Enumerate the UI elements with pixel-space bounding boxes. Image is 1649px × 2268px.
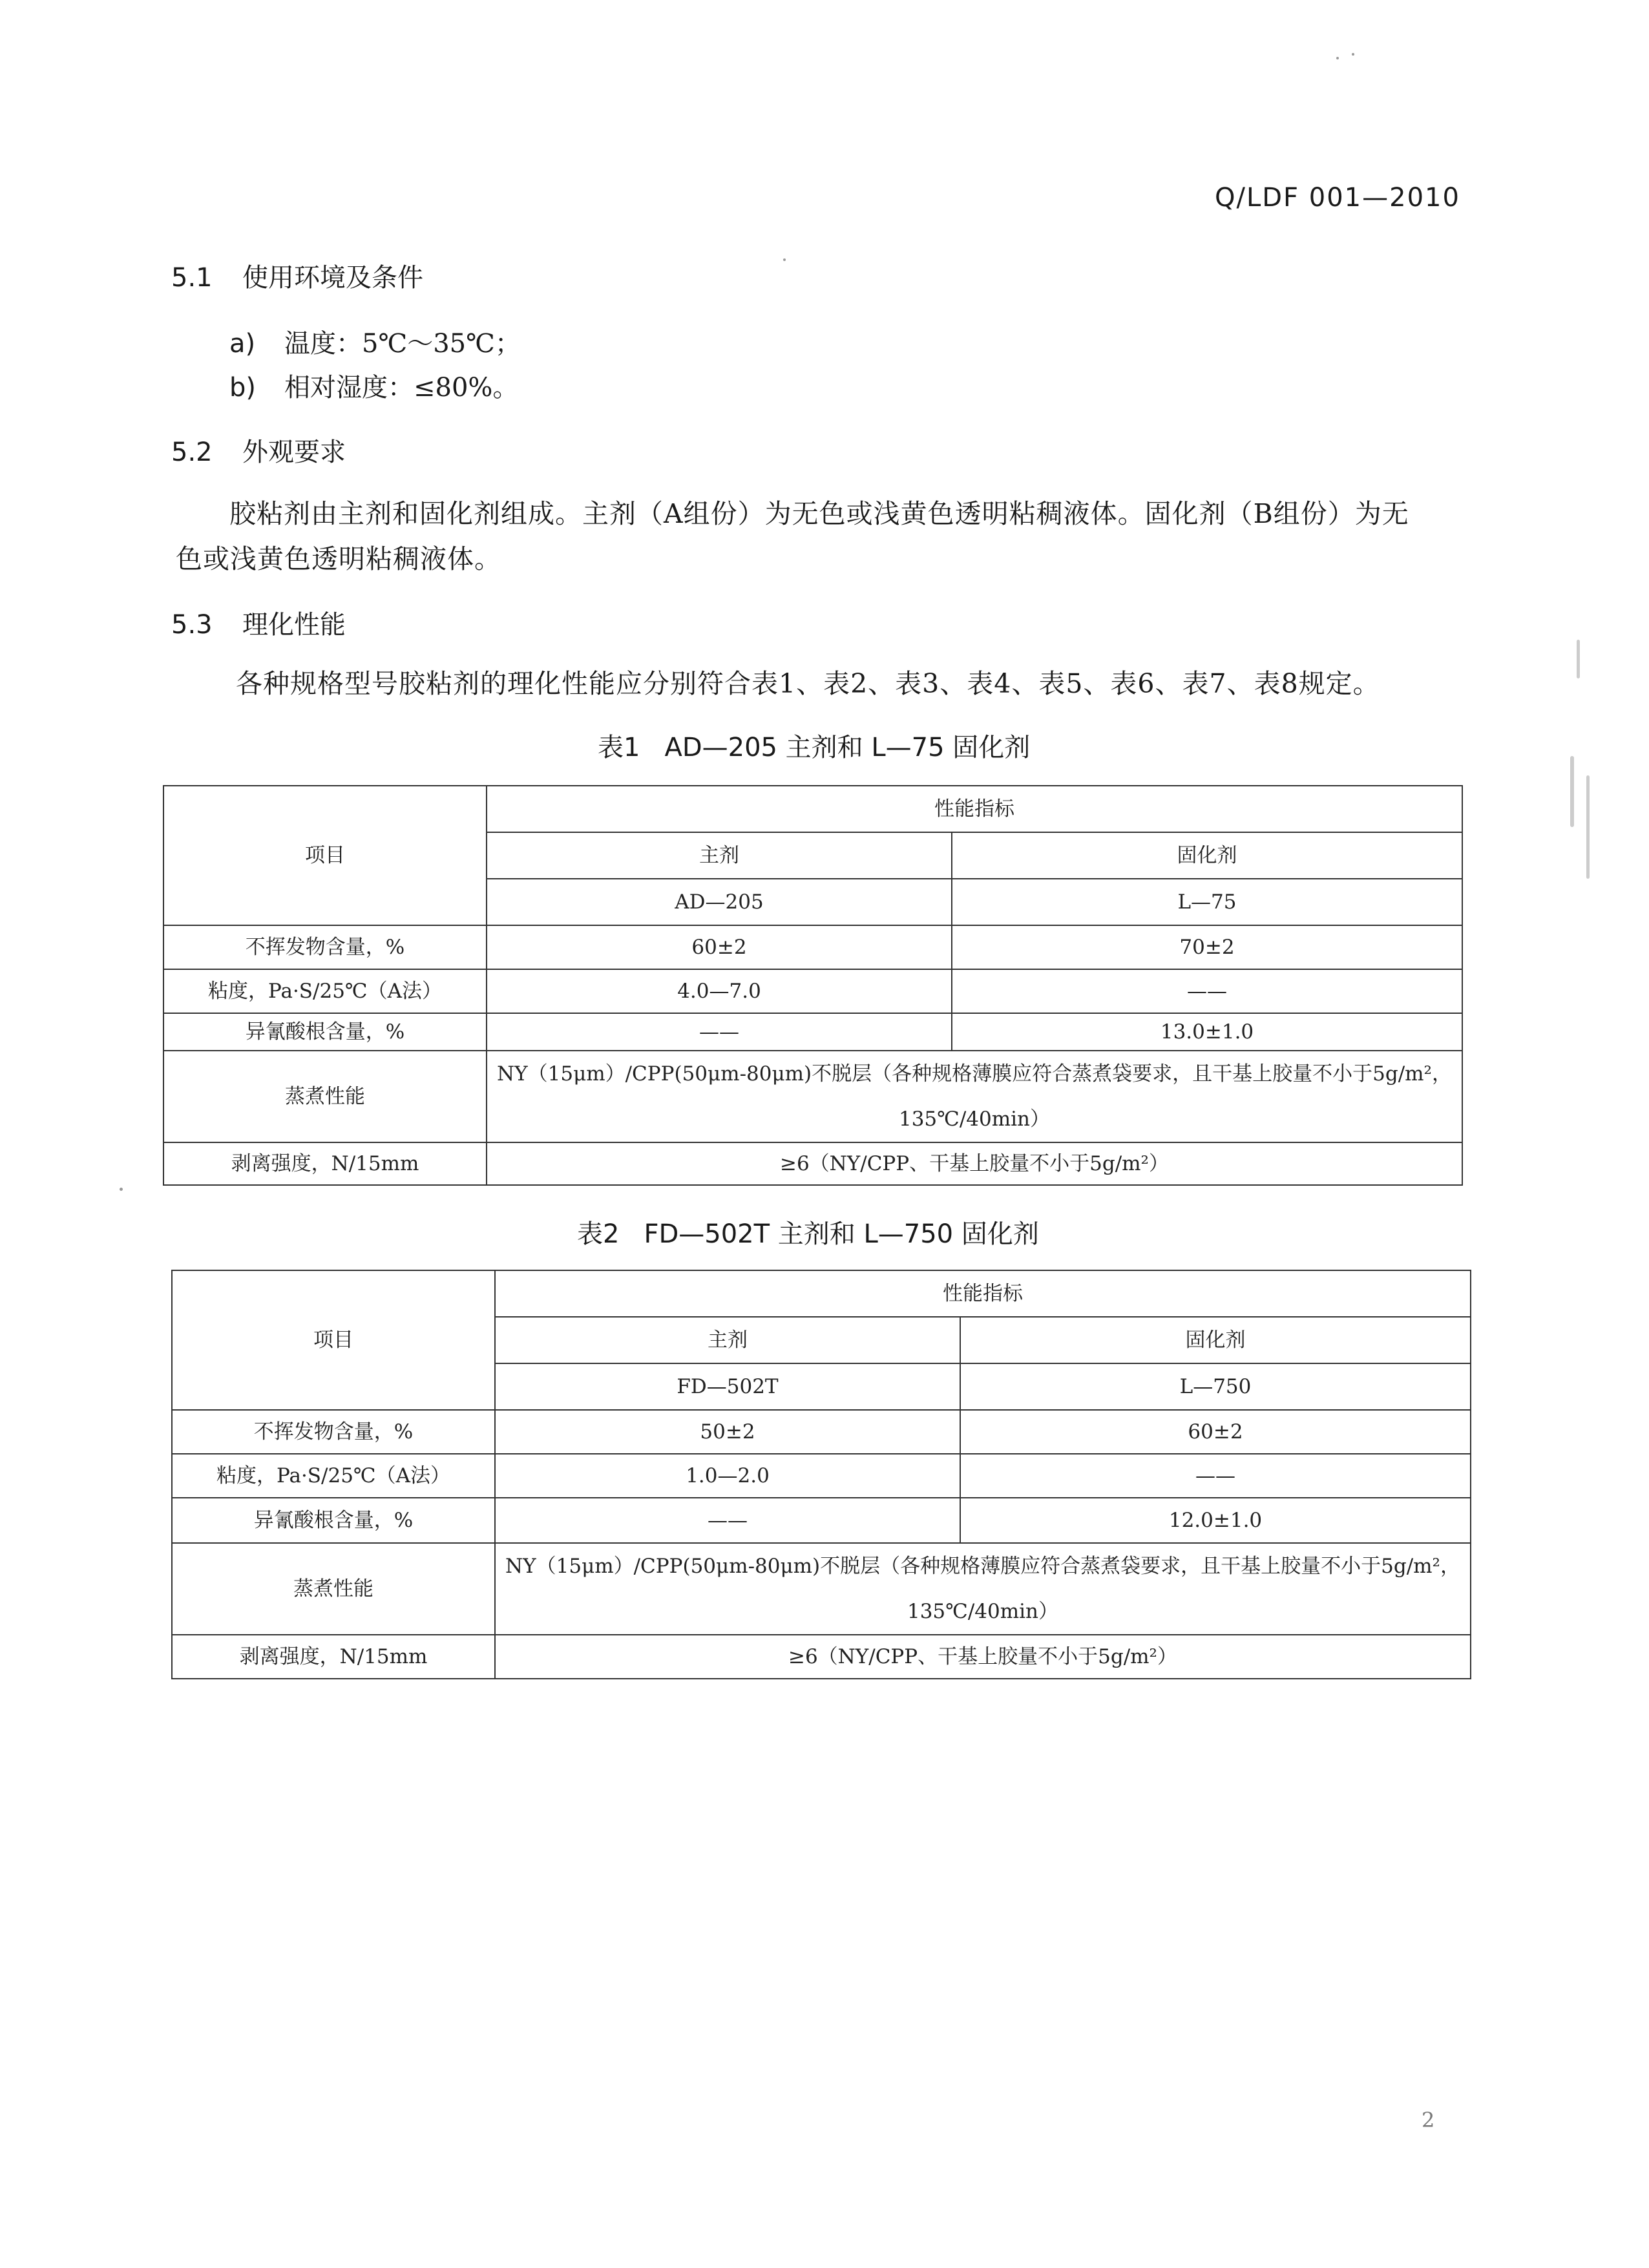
section-number: 5.1: [171, 263, 213, 293]
table-row: [172, 1270, 1471, 1317]
section-title: 理化性能: [242, 610, 346, 640]
section-number: 5.2: [171, 437, 213, 467]
cell-cure: ——: [952, 969, 1462, 1013]
header-main-agent: 主剂: [495, 1317, 960, 1363]
table-row: [163, 969, 1462, 1013]
cell-item: 粘度，Pa·S/25℃（A法）: [163, 969, 487, 1013]
section-5-2-heading: [171, 432, 346, 468]
list-item-text: 相对湿度：≤80%。: [284, 373, 519, 403]
table-row: [172, 1410, 1471, 1454]
table-row: [172, 1498, 1471, 1543]
cell-main: ——: [487, 1013, 952, 1051]
section-title: 外观要求: [242, 437, 346, 467]
cell-cure: ——: [960, 1454, 1471, 1498]
scan-speck: [1352, 53, 1354, 56]
cell-item: 粘度，Pa·S/25℃（A法）: [172, 1454, 495, 1498]
cell-cure: 70±2: [952, 925, 1462, 969]
header-curing-agent: 固化剂: [952, 832, 1462, 879]
paragraph-appearance-line-2: 色或浅黄色透明粘稠液体。: [176, 543, 501, 574]
cell-main: 4.0—7.0: [487, 969, 952, 1013]
section-title: 使用环境及条件: [242, 263, 423, 293]
model-curing-agent: L—750: [960, 1363, 1471, 1410]
table-row: [172, 1543, 1471, 1635]
table-row: [172, 1454, 1471, 1498]
standard-number: Q/LDF 001—2010: [1215, 183, 1460, 213]
cell-item: 不挥发物含量，%: [163, 925, 487, 969]
section-number: 5.3: [171, 610, 213, 640]
paragraph-properties: 各种规格型号胶粘剂的理化性能应分别符合表1、表2、表3、表4、表5、表6、表7、表8规定。: [236, 668, 1380, 699]
cell-cure: 13.0±1.0: [952, 1013, 1462, 1051]
table-2: [171, 1270, 1471, 1679]
scan-speck: [1336, 57, 1339, 59]
table-2-caption: [577, 1213, 1064, 1250]
cell-main: 60±2: [487, 925, 952, 969]
cell-cooking-performance: NY（15μm）/CPP(50μm-80μm)不脱层（各种规格薄膜应符合蒸煮袋要求，且干基上胶量不小于5g/m²，135℃/40min）: [487, 1051, 1462, 1142]
cell-item: 异氰酸根含量，%: [163, 1013, 487, 1051]
model-main-agent: AD—205: [487, 879, 952, 925]
table-row: [163, 925, 1462, 969]
cell-main: ——: [495, 1498, 960, 1543]
header-main-agent: 主剂: [487, 832, 952, 879]
cell-item: 蒸煮性能: [163, 1051, 487, 1142]
paragraph-appearance-line-1: 胶粘剂由主剂和固化剂组成。主剂（A组份）为无色或浅黄色透明粘稠液体。固化剂（B组份）为无: [229, 498, 1409, 529]
cell-main: 1.0—2.0: [495, 1454, 960, 1498]
section-5-3-heading: [171, 604, 346, 641]
model-main-agent: FD—502T: [495, 1363, 960, 1410]
header-performance: 性能指标: [487, 786, 1462, 832]
table-1-caption: [598, 727, 1055, 764]
scan-mark: [1570, 756, 1574, 827]
scan-speck: [783, 258, 786, 261]
cell-item: 异氰酸根含量，%: [172, 1498, 495, 1543]
cell-peel-strength: ≥6（NY/CPP、干基上胶量不小于5g/m²）: [495, 1635, 1471, 1679]
table-title: FD—502T 主剂和 L—750 固化剂: [644, 1219, 1039, 1249]
list-item-humidity: [229, 367, 518, 404]
table-number: 表1: [598, 733, 640, 762]
table-number: 表2: [577, 1219, 620, 1249]
table-row: [172, 1635, 1471, 1679]
header-item: 项目: [163, 786, 487, 925]
table-row: [163, 1051, 1462, 1142]
model-curing-agent: L—75: [952, 879, 1462, 925]
table-1: [163, 785, 1463, 1186]
section-5-1-heading: [171, 257, 423, 294]
cell-item: 不挥发物含量，%: [172, 1410, 495, 1454]
header-curing-agent: 固化剂: [960, 1317, 1471, 1363]
list-item-text: 温度：5℃～35℃；: [284, 329, 521, 359]
cell-cure: 12.0±1.0: [960, 1498, 1471, 1543]
cell-cure: 60±2: [960, 1410, 1471, 1454]
scan-mark: [1577, 640, 1580, 678]
list-item-label: b): [229, 373, 256, 403]
table-row: [163, 786, 1462, 832]
table-row: [163, 1142, 1462, 1185]
table-row: [163, 1013, 1462, 1051]
cell-cooking-performance: NY（15μm）/CPP(50μm-80μm)不脱层（各种规格薄膜应符合蒸煮袋要求，且干基上胶量不小于5g/m²，135℃/40min）: [495, 1543, 1471, 1635]
cell-item: 剥离强度，N/15mm: [163, 1142, 487, 1185]
cell-item: 蒸煮性能: [172, 1543, 495, 1635]
header-performance: 性能指标: [495, 1270, 1471, 1317]
header-item: 项目: [172, 1270, 495, 1410]
cell-item: 剥离强度，N/15mm: [172, 1635, 495, 1679]
page-number: 2: [1422, 2108, 1435, 2132]
table-title: AD—205 主剂和 L—75 固化剂: [664, 733, 1031, 762]
list-item-temperature: [229, 323, 521, 360]
list-item-label: a): [229, 329, 256, 359]
scan-mark: [1586, 775, 1590, 879]
cell-main: 50±2: [495, 1410, 960, 1454]
scan-speck: [120, 1188, 123, 1191]
cell-peel-strength: ≥6（NY/CPP、干基上胶量不小于5g/m²）: [487, 1142, 1462, 1185]
